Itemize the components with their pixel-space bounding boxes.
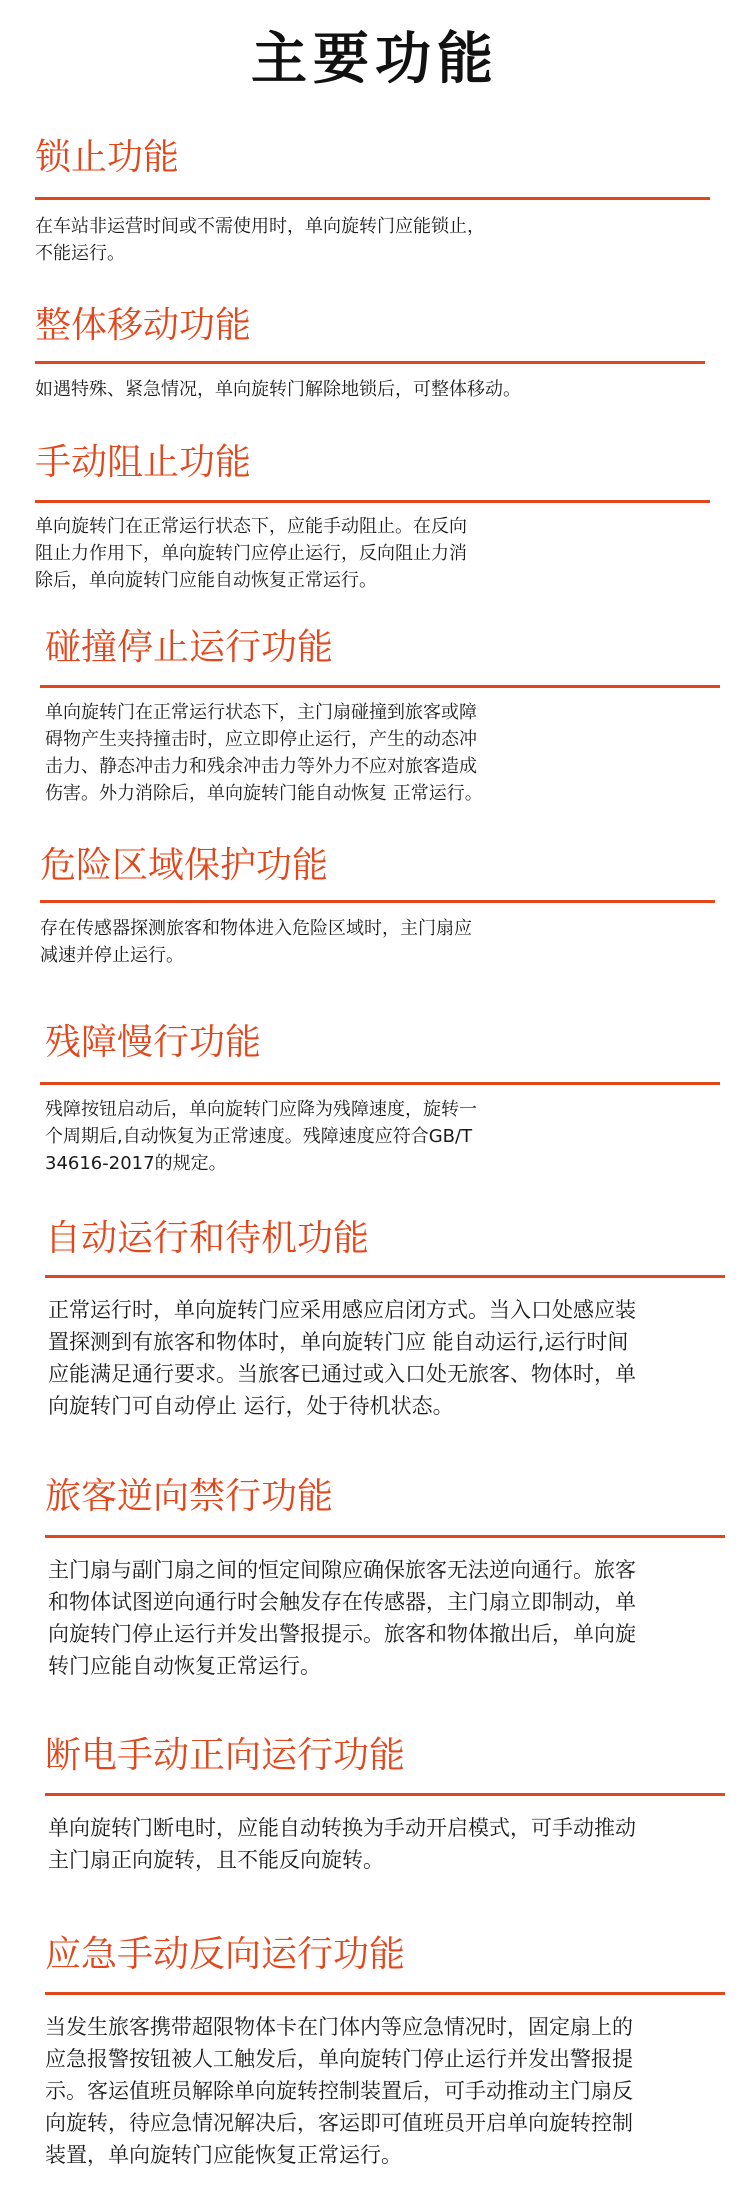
section-divider [35,500,710,503]
text-line: 主门扇与副门扇之间的恒定间隙应确保旅客无法逆向通行。旅客 [48,1558,636,1582]
section-divider [35,361,705,364]
text-line: 示。客运值班员解除单向旋转控制装置后，可手动推动主门扇反 [45,2079,633,2103]
text-line: 残障按钮启动后，单向旋转门应降为残障速度，旋转一 [45,1099,477,1120]
text-line: 当发生旅客携带超限物体卡在门体内等应急情况时，固定扇上的 [45,2015,633,2039]
section-text [35,376,521,403]
text-line: 应急报警按钮被人工触发后，单向旋转门停止运行并发出警报提 [45,2047,633,2071]
section-divider [45,1535,725,1538]
section-divider [40,900,715,903]
section-divider [35,197,710,200]
text-line: 阻止力作用下，单向旋转门应停止运行，反向阻止力消 [35,543,467,564]
section-text [48,1812,636,1876]
section-title: 断电手动正向运行功能 [45,1735,406,1776]
section-title: 残障慢行功能 [45,1022,262,1063]
text-line: 不能运行。 [35,243,125,264]
section-title: 整体移动功能 [35,305,252,346]
text-line: 单向旋转门断电时，应能自动转换为手动开启模式，可手动推动 [48,1816,636,1840]
page-title: 主要功能 [251,27,499,92]
section-text [40,915,472,969]
text-line: 单向旋转门在正常运行状态下，应能手动阻止。在反向 [35,516,467,537]
text-line: 碍物产生夹持撞击时，应立即停止运行，产生的动态冲 [45,729,477,750]
section-divider [40,1082,720,1085]
text-line: 击力、静态冲击力和残余冲击力等外力不应对旅客造成 [45,756,477,777]
section-title: 应急手动反向运行功能 [45,1934,406,1975]
section-divider [45,1793,725,1796]
text-line: 转门应能自动恢复正常运行。 [48,1654,321,1678]
text-line: 应能满足通行要求。当旅客已通过或入口处无旅客、物体时，单 [48,1362,636,1386]
text-line: 减速并停止运行。 [40,945,184,966]
text-line: 个周期后,自动恢复为正常速度。残障速度应符合GB/T [45,1126,473,1147]
section-divider [45,1275,725,1278]
text-line: 向旋转门停止运行并发出警报提示。旅客和物体撤出后，单向旋 [48,1622,636,1646]
section-title: 危险区域保护功能 [40,845,329,886]
section-title: 手动阻止功能 [35,442,252,483]
text-line: 在车站非运营时间或不需使用时，单向旋转门应能锁止， [35,216,485,237]
section-title: 碰撞停止运行功能 [45,627,334,668]
section-title: 自动运行和待机功能 [45,1218,370,1259]
text-line: 装置，单向旋转门应能恢复正常运行。 [45,2143,402,2167]
section-text [45,699,483,807]
text-line: 如遇特殊、紧急情况，单向旋转门解除地锁后，可整体移动。 [35,379,521,400]
section-divider [40,685,720,688]
section-text [45,1096,477,1177]
section-title: 旅客逆向禁行功能 [45,1476,334,1517]
text-line: 向旋转，待应急情况解决后，客运即可值班员开启单向旋转控制 [45,2111,633,2135]
text-line: 34616-2017的规定。 [45,1153,227,1174]
text-line: 主门扇正向旋转，且不能反向旋转。 [48,1848,384,1872]
section-divider [45,1992,725,1995]
section-title: 锁止功能 [35,137,180,178]
text-line: 存在传感器探测旅客和物体进入危险区域时，主门扇应 [40,918,472,939]
section-text [35,513,467,594]
section-text [35,213,485,267]
text-line: 除后，单向旋转门应能自动恢复正常运行。 [35,570,377,591]
text-line: 伤害。外力消除后，单向旋转门能自动恢复 正常运行。 [45,783,483,804]
section-text [48,1294,636,1422]
text-line: 正常运行时，单向旋转门应采用感应启闭方式。当入口处感应装 [48,1298,636,1322]
text-line: 向旋转门可自动停止 运行，处于待机状态。 [48,1394,454,1418]
section-text [45,2011,633,2171]
text-line: 置探测到有旅客和物体时，单向旋转门应 能自动运行,运行时间 [48,1330,629,1354]
section-text [48,1554,636,1682]
text-line: 单向旋转门在正常运行状态下，主门扇碰撞到旅客或障 [45,702,477,723]
text-line: 和物体试图逆向通行时会触发存在传感器，主门扇立即制动，单 [48,1590,636,1614]
